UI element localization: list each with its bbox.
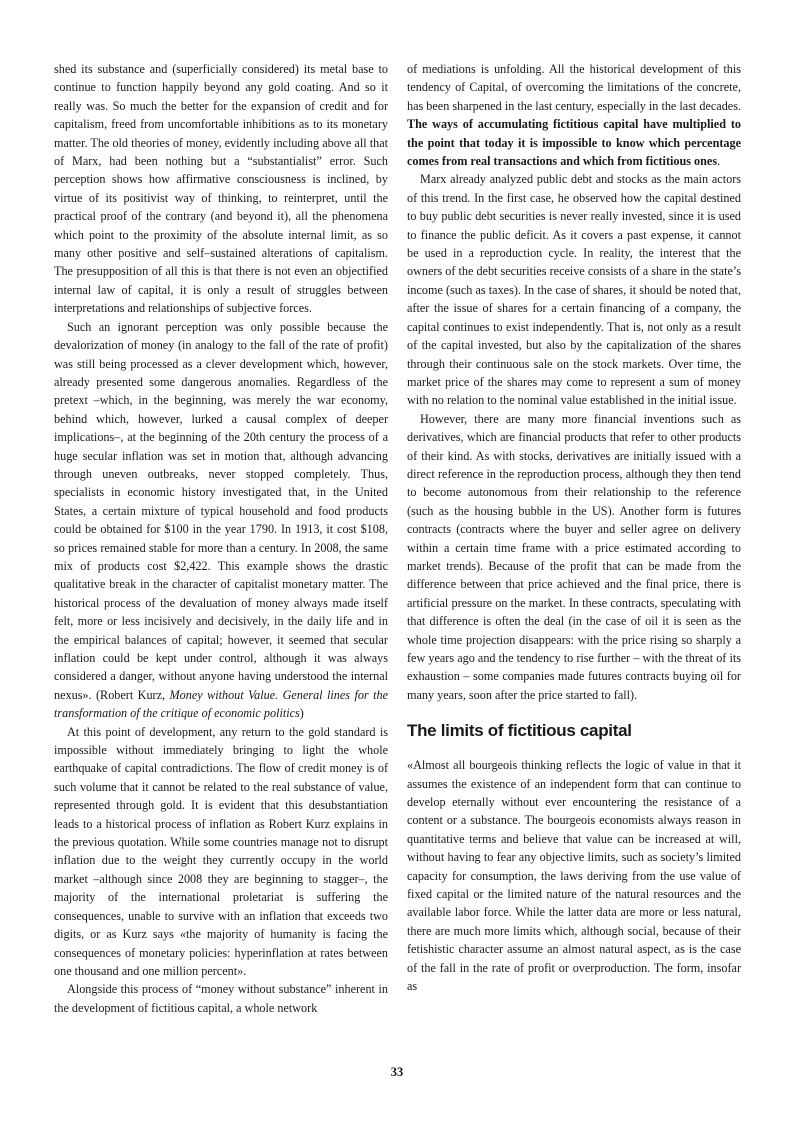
quote-paragraph: «Almost all bourgeois thinking reflects the logic of value in that it assumes the existence of an independent form that can continue to develop eternally without ever encountering the resistance of a content or a substance. The bourgeois economists always reason in quantitative terms and believe that value can be increased at will, without having to fear any objective limits, such as society’s limited capacity for consumption, the laws deriving from the use value of fixed capital or the limited nature of the natural resources and the available labor force. While the latter data are more or less natural, there are much more limits which, although social, because of their fetishistic character assume an almost natural aspect, as is the case of the fall in the rate of profit or overproduction. The form, insofar as <box>407 758 741 994</box>
paragraph: Alongside this process of “money without substance” inherent in the development of fictitious capital, a whole network <box>54 982 388 1015</box>
paragraph: shed its substance and (superficially considered) its metal base to continue to function happily beyond any gold coating. And so it really was. So much the better for the expansion of credit and for capitalism, freed from uncomfortable inhibitions as to its monetary matter. The old theories of money, evidently including above all that of Marx, had been nothing but a “substantialist” error. Such perception shows how affirmative consciousness is inclined, by virtue of its positivist way of thinking, to reinterpret, until the practical proof of the contrary (and beyond it), all the phenomena which point to the proximity of the absolute internal limit, as so many other positive and self–sustained alterations of capitalism. The presupposition of all this is that there is not even an objectified internal law of capital, it is only a result of struggles between interpretations and relationships of subjective forces. <box>54 62 388 316</box>
paragraph-with-emphasis <box>407 60 741 170</box>
left-column <box>54 60 388 1017</box>
paragraph: At this point of development, any return to the gold standard is impossible without immediately bringing to light the whole earthquake of capital contradictions. The flow of credit money is of such volume that it cannot be related to the real substance of value, represented through gold. It is evident that this desubstantiation leads to a historical process of inflation as Robert Kurz explains in the previous quotation. While some countries manage not to disrupt inflation due to the weight they currently occupy in the world market –although since 2008 they are beginning to stagger–, the majority of the international proletariat is suffering the consequences, unable to survive with an inflation that exceeds two digits, or as Kurz says «the majority of humanity is facing the consequences of monetary policies: hyperinflation at rates between one thousand and one million percent». <box>54 724 388 978</box>
paragraph-text: of mediations is unfolding. All the historical development of this tendency of Capital, of overcoming the limitations of the concrete, has been sharpened in the last century, especially in the last decades. <box>407 62 741 113</box>
paragraph-text-end: ) <box>299 706 304 721</box>
section-heading: The limits of fictitious capital <box>407 721 632 741</box>
page-number: 33 <box>390 1065 404 1079</box>
paragraph-text-end: . <box>717 154 721 169</box>
right-column <box>407 60 741 996</box>
bold-emphasis: The ways of accumulating fictitious capital have multiplied to the point that today it is impossible to know which percentage comes from real transactions and which from fictitious ones <box>407 117 741 169</box>
citation-title: Money without Value. General lines for the transformation of the critique of economic politics <box>54 687 388 721</box>
paragraph: Marx already analyzed public debt and stocks as the main actors of this trend. In the first case, he observed how the capital destined to buy public debt securities is never really invested, since it is used to finance the public deficit. As it covers a past expense, it cannot be used in a reproduction cycle. In reality, the interest that the owners of the debt securities receive consists of a share in the state’s income (such as taxes). In the case of shares, it should be noted that, after the issue of shares for a certain financing of a company, the capital continues to exist independently. That is, not only as a result of the capital invested, but also by the capitalization of the shares through their continuous sale on the stock markets. Over time, the market price of the shares may come to represent a sum of money with no relation to the nominal value established in the initial issue. <box>407 172 741 408</box>
paragraph-with-citation <box>54 318 388 723</box>
paragraph: However, there are many more financial inventions such as derivatives, which are financial products that refer to other products of their kind. As with stocks, derivatives are initially issued with a direct reference in the reproduction process, although they then tend to become autonomous from their relationship to the reference (such as the housing bubble in the US). Another form is futures contracts (contracts where the buyer and seller agree on delivery within a certain time frame with a price estimated according to market trends). Because of the profit that can be made from the difference between that price achieved and the final price, there is artificial pressure on the market. In these contracts, speculating with that difference is often the deal (in the case of oil it is seen as the whole time projection disappears: with the price rising so sharply a few years ago and the tendency to rise further – with the threat of its exhaustion – some companies made futures contracts buying oil for many years, soon after the price started to fall). <box>407 411 741 702</box>
paragraph-text: Such an ignorant perception was only possible because the devalorization of money (in analogy to the fall of the rate of profit) was still being processed as a clever development which, however, already presented some dangerous anomalies. Regardless of the pretext –which, in the beginning, was merely the war economy, behind which, however, lurked a causal complex of deeper implications–, at the beginning of the 20th century the process of a huge secular inflation was set in motion that, although advancing through uneven outbreaks, never stopped completely. Thus, specialists in economic history investigated that, in the United States, a certain mixture of typical household and food products could be obtained for $100 in the year 1790. In 1913, it cost $108, so prices remained stable for more than a century. In 2008, the same mix of products cost $2,422. This example shows the drastic qualitative break in the character of capitalist monetary matter. The historical process of the devaluation of money always made itself felt, more or less incisively and decisively, in the daily life and in the empirical balances of capital; however, it seemed that secular inflation could be kept under control, although it was always considered a danger, without anyone having understood the internal nexus». (Robert Kurz, <box>54 319 388 702</box>
